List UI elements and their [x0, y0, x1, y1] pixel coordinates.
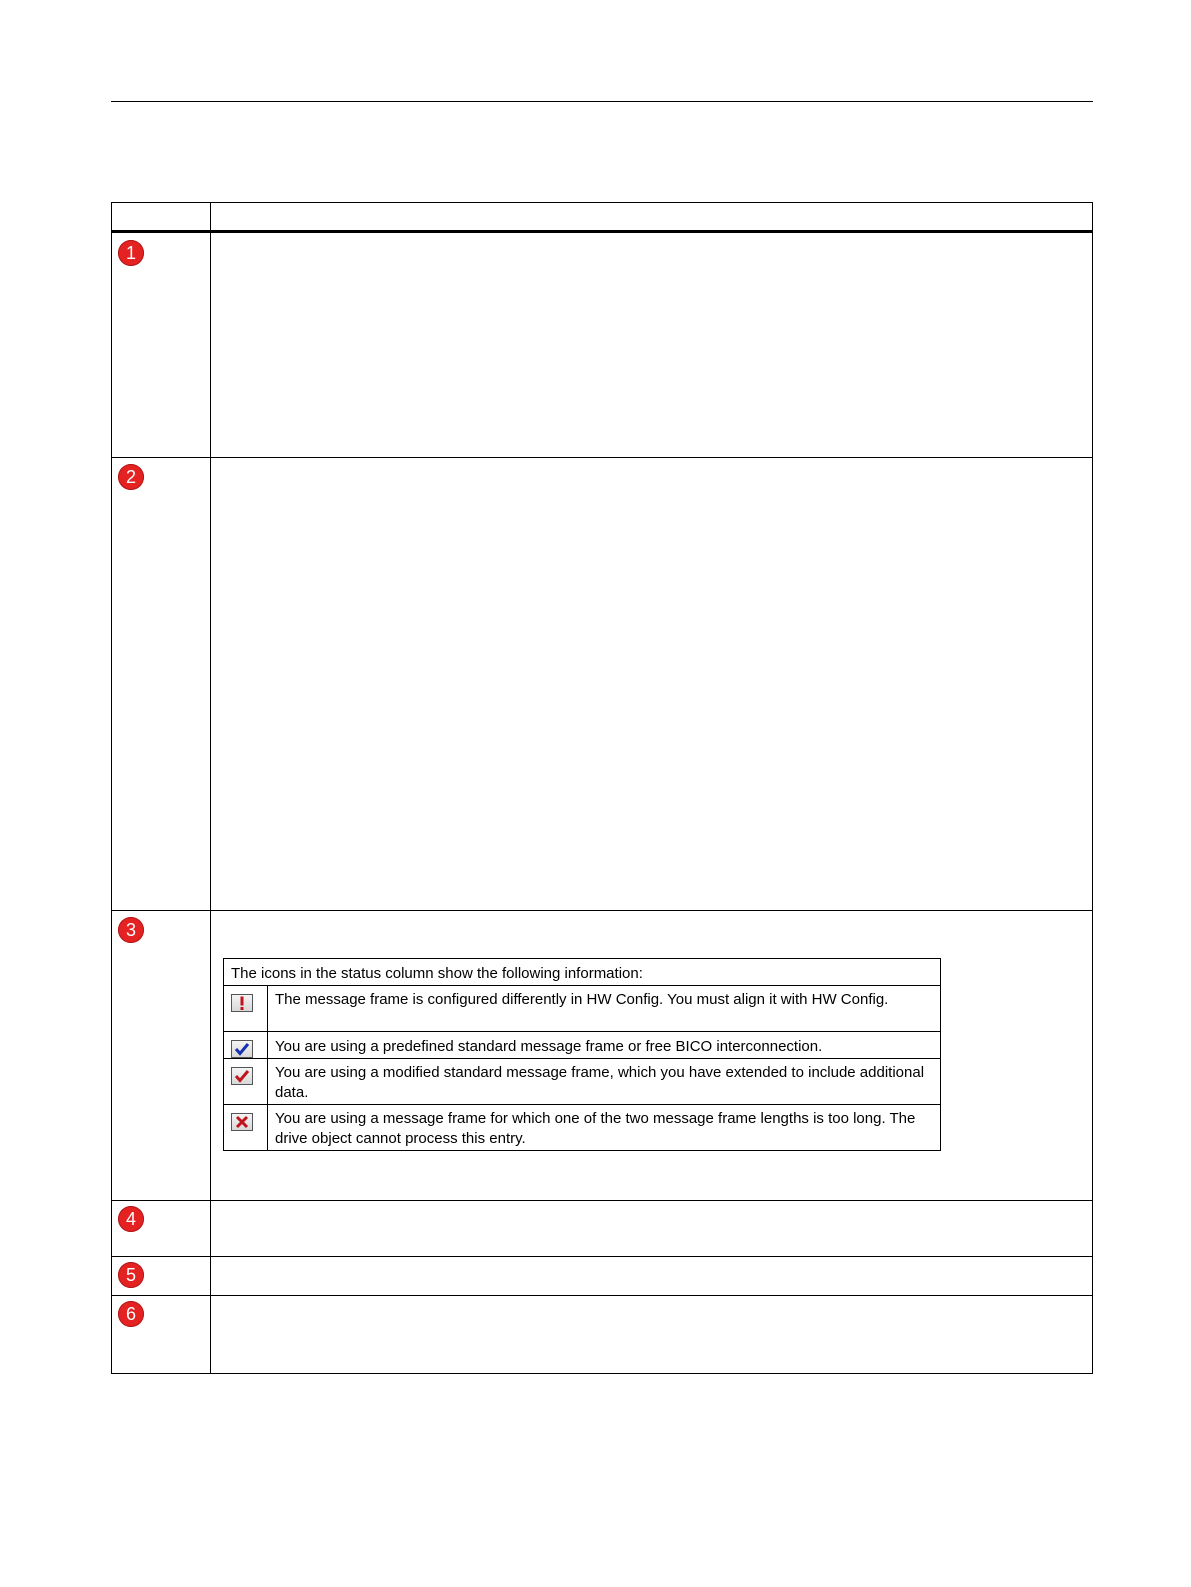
- legend-divider: [224, 985, 940, 986]
- status-legend-table: [223, 958, 941, 1151]
- red-cross-icon: [231, 1113, 253, 1131]
- legend-item-text: You are using a message frame for which one of the two message frame lengths is too long. The drive object cannot process this entry.: [275, 1110, 916, 1147]
- legend-item-text: You are using a predefined standard message frame or free BICO interconnection.: [275, 1038, 823, 1055]
- legend-title: The icons in the status column show the following information:: [231, 965, 643, 982]
- table-row-1: [112, 233, 1092, 457]
- callout-badge-6: 6: [118, 1301, 144, 1327]
- callout-badge-5: 5: [118, 1262, 144, 1288]
- legend-divider: [224, 1058, 940, 1059]
- legend-column-divider: [267, 986, 268, 1150]
- header-rule: [111, 101, 1093, 102]
- callout-badge-4: 4: [118, 1206, 144, 1232]
- table-row-2: [112, 457, 1092, 910]
- callout-table: [111, 202, 1093, 1374]
- legend-divider: [224, 1104, 940, 1105]
- exclamation-icon: [231, 994, 253, 1012]
- table-row-5: [112, 1256, 1092, 1295]
- callout-badge-3: 3: [118, 917, 144, 943]
- legend-item-text: The message frame is configured differently in HW Config. You must align it with HW Config.: [275, 991, 889, 1008]
- table-row-4: [112, 1200, 1092, 1256]
- table-row-6: [112, 1295, 1092, 1373]
- callout-badge-1: 1: [118, 240, 144, 266]
- legend-item-text: You are using a modified standard message frame, which you have extended to include additional data.: [275, 1064, 925, 1101]
- red-check-icon: [231, 1067, 253, 1085]
- legend-divider: [224, 1031, 940, 1032]
- callout-badge-2: 2: [118, 464, 144, 490]
- blue-check-icon: [231, 1040, 253, 1058]
